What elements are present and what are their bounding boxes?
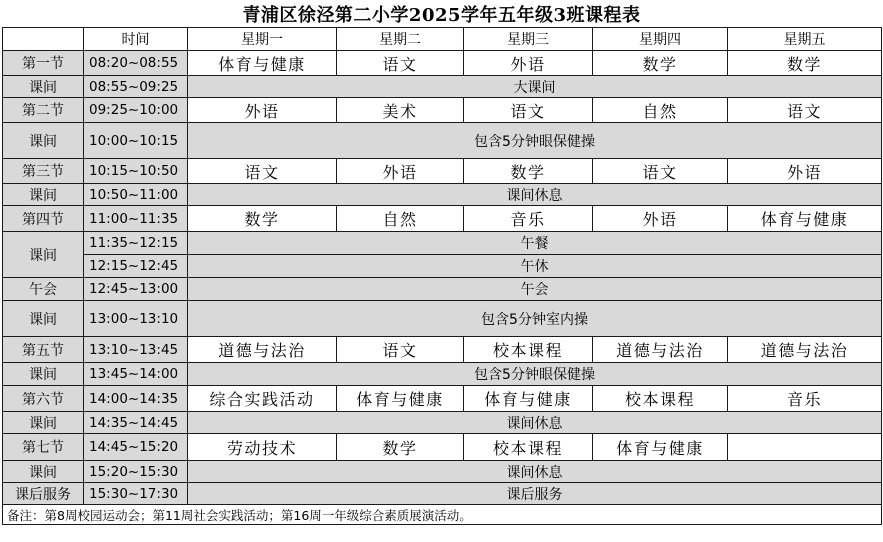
- break-row: [3, 412, 882, 434]
- time-range: 14:35~14:45: [84, 412, 188, 434]
- time-range: 08:55~09:25: [84, 76, 188, 98]
- break-row: [3, 232, 882, 255]
- break-note: 课间休息: [188, 461, 882, 483]
- time-range: 14:00~14:35: [84, 386, 188, 412]
- time-range: 14:45~15:20: [84, 434, 188, 461]
- break-row: [3, 255, 882, 278]
- subject-cell: 外语: [464, 51, 593, 76]
- break-note: 午餐: [188, 232, 882, 255]
- subject-cell: 校本课程: [464, 434, 593, 461]
- class-row: [3, 51, 882, 76]
- break-row: [3, 184, 882, 206]
- subject-cell: 外语: [728, 159, 882, 184]
- subject-cell: 语文: [464, 98, 593, 123]
- subject-cell: 数学: [593, 51, 728, 76]
- period-label: 第五节: [3, 337, 84, 363]
- time-range: 13:00~13:10: [84, 301, 188, 337]
- header-time: 时间: [84, 28, 188, 51]
- period-label: 课间: [3, 123, 84, 159]
- period-label: 午会: [3, 278, 84, 301]
- period-label: 课间: [3, 184, 84, 206]
- period-label: 课间: [3, 232, 84, 278]
- timetable: [2, 27, 882, 525]
- period-label: 第四节: [3, 206, 84, 232]
- subject-cell: 道德与法治: [593, 337, 728, 363]
- time-range: 13:45~14:00: [84, 363, 188, 386]
- period-label: 第一节: [3, 51, 84, 76]
- subject-cell: 劳动技术: [188, 434, 337, 461]
- subject-cell: 外语: [593, 206, 728, 232]
- class-row: [3, 337, 882, 363]
- time-range: 08:20~08:55: [84, 51, 188, 76]
- subject-cell: 数学: [188, 206, 337, 232]
- header-tuesday: 星期二: [337, 28, 464, 51]
- subject-cell: 音乐: [464, 206, 593, 232]
- break-note: 大课间: [188, 76, 882, 98]
- class-row: [3, 386, 882, 412]
- header-row: [3, 28, 882, 51]
- header-monday: 星期一: [188, 28, 337, 51]
- subject-cell: 语文: [337, 337, 464, 363]
- break-row: [3, 461, 882, 483]
- subject-cell: 体育与健康: [188, 51, 337, 76]
- subject-cell: 体育与健康: [337, 386, 464, 412]
- period-label: 第六节: [3, 386, 84, 412]
- break-row: [3, 483, 882, 505]
- time-range: 10:15~10:50: [84, 159, 188, 184]
- subject-cell: 数学: [464, 159, 593, 184]
- footer-note: 备注：第8周校园运动会；第11周社会实践活动；第16周一年级综合素质展演活动。: [3, 505, 882, 525]
- time-range: 10:50~11:00: [84, 184, 188, 206]
- period-label: 课后服务: [3, 483, 84, 505]
- subject-cell-empty: [728, 434, 882, 461]
- subject-cell: 语文: [593, 159, 728, 184]
- break-row: [3, 278, 882, 301]
- subject-cell: 体育与健康: [728, 206, 882, 232]
- subject-cell: 体育与健康: [464, 386, 593, 412]
- time-range: 15:20~15:30: [84, 461, 188, 483]
- time-range: 09:25~10:00: [84, 98, 188, 123]
- period-label: 第七节: [3, 434, 84, 461]
- period-label: 课间: [3, 363, 84, 386]
- break-note: 课后服务: [188, 483, 882, 505]
- subject-cell: 校本课程: [593, 386, 728, 412]
- period-label: 第三节: [3, 159, 84, 184]
- subject-cell: 自然: [337, 206, 464, 232]
- subject-cell: 外语: [188, 98, 337, 123]
- period-label: 课间: [3, 412, 84, 434]
- period-label: 课间: [3, 301, 84, 337]
- class-row: [3, 98, 882, 123]
- time-range: 12:15~12:45: [84, 255, 188, 278]
- subject-cell: 语文: [728, 98, 882, 123]
- break-row: [3, 363, 882, 386]
- subject-cell: 外语: [337, 159, 464, 184]
- period-label: 第二节: [3, 98, 84, 123]
- subject-cell: 综合实践活动: [188, 386, 337, 412]
- timetable-body: [3, 28, 882, 525]
- break-row: [3, 123, 882, 159]
- footer-row: [3, 505, 882, 525]
- subject-cell: 校本课程: [464, 337, 593, 363]
- subject-cell: 语文: [337, 51, 464, 76]
- subject-cell: 道德与法治: [188, 337, 337, 363]
- corner-cell: [3, 28, 84, 51]
- header-thursday: 星期四: [593, 28, 728, 51]
- subject-cell: 道德与法治: [728, 337, 882, 363]
- time-range: 13:10~13:45: [84, 337, 188, 363]
- break-note: 包含5分钟室内操: [188, 301, 882, 337]
- break-note: 课间休息: [188, 412, 882, 434]
- break-row: [3, 301, 882, 337]
- period-label: 课间: [3, 76, 84, 98]
- break-note: 包含5分钟眼保健操: [188, 363, 882, 386]
- time-range: 11:35~12:15: [84, 232, 188, 255]
- subject-cell: 数学: [337, 434, 464, 461]
- subject-cell: 自然: [593, 98, 728, 123]
- time-range: 15:30~17:30: [84, 483, 188, 505]
- break-note: 午休: [188, 255, 882, 278]
- break-note: 课间休息: [188, 184, 882, 206]
- sheet-title: 青浦区徐泾第二小学2025学年五年级3班课程表: [242, 4, 641, 26]
- break-row: [3, 76, 882, 98]
- period-label: 课间: [3, 461, 84, 483]
- class-row: [3, 434, 882, 461]
- header-wednesday: 星期三: [464, 28, 593, 51]
- class-row: [3, 206, 882, 232]
- time-range: 10:00~10:15: [84, 123, 188, 159]
- subject-cell: 美术: [337, 98, 464, 123]
- subject-cell: 音乐: [728, 386, 882, 412]
- time-range: 12:45~13:00: [84, 278, 188, 301]
- subject-cell: 数学: [728, 51, 882, 76]
- class-row: [3, 159, 882, 184]
- time-range: 11:00~11:35: [84, 206, 188, 232]
- subject-cell: 体育与健康: [593, 434, 728, 461]
- subject-cell: 语文: [188, 159, 337, 184]
- header-friday: 星期五: [728, 28, 882, 51]
- break-note: 午会: [188, 278, 882, 301]
- break-note: 包含5分钟眼保健操: [188, 123, 882, 159]
